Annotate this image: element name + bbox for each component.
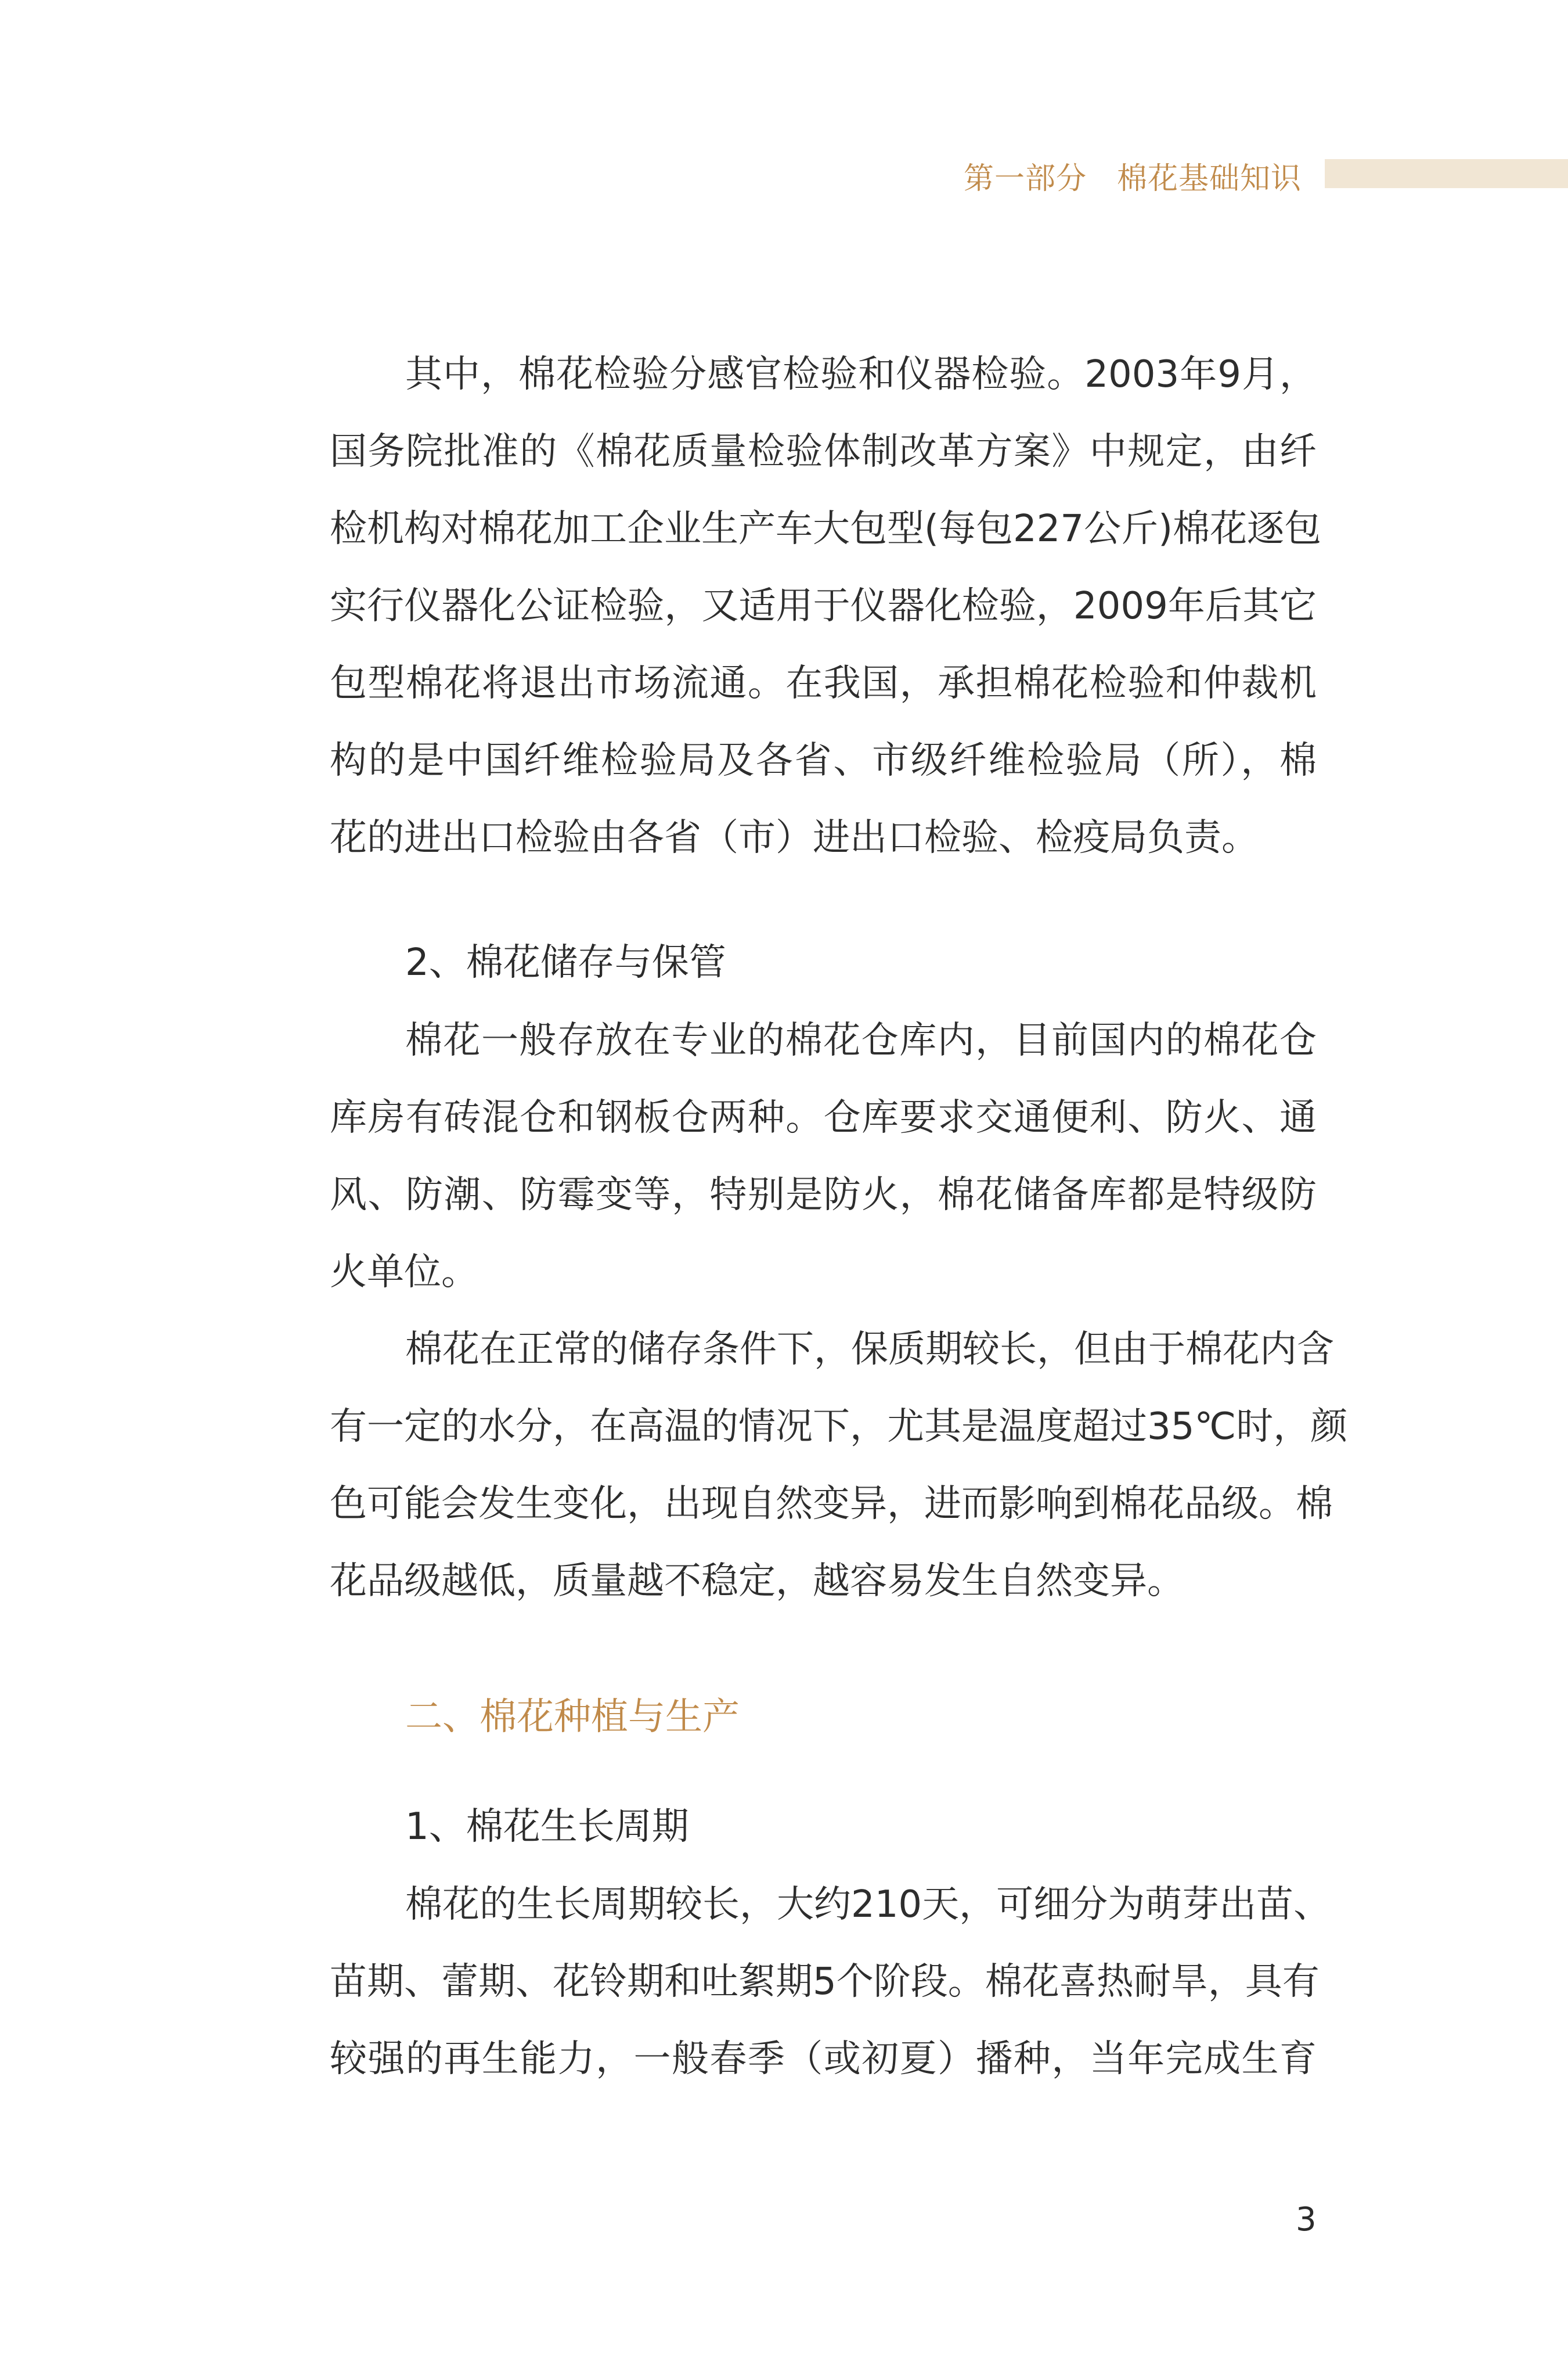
header-part: 第一部分	[964, 161, 1087, 196]
paragraph-line: 花的进出口检验由各省（市）进出口检验、检疫局负责。	[330, 816, 1259, 859]
running-header	[964, 152, 1302, 199]
header-title: 棉花基础知识	[1117, 161, 1302, 196]
paragraph-line: 实行仪器化公证检验，又适用于仪器化检验，2009年后其它	[330, 585, 1317, 628]
subheading-storage: 2、棉花储存与保管	[405, 941, 726, 984]
paragraph-line: 苗期、蕾期、花铃期和吐絮期5个阶段。棉花喜热耐旱，具有	[330, 1960, 1320, 2003]
paragraph-line: 有一定的水分，在高温的情况下，尤其是温度超过35℃时，颜	[330, 1405, 1348, 1448]
paragraph-line: 风、防潮、防霉变等，特别是防火，棉花储备库都是特级防	[330, 1174, 1317, 1217]
subheading-growth: 1、棉花生长周期	[405, 1805, 689, 1848]
paragraph-line: 国务院批准的《棉花质量检验体制改革方案》中规定，由纤	[330, 430, 1317, 473]
paragraph-line: 花品级越低，质量越不稳定，越容易发生自然变异。	[330, 1560, 1184, 1603]
header-decorative-bar	[1325, 159, 1568, 188]
paragraph-line: 棉花一般存放在专业的棉花仓库内，目前国内的棉花仓	[405, 1019, 1317, 1062]
paragraph-line: 其中，棉花检验分感官检验和仪器检验。2003年9月，	[405, 353, 1317, 396]
paragraph-line: 棉花在正常的储存条件下，保质期较长，但由于棉花内含	[405, 1328, 1334, 1371]
paragraph-line: 构的是中国纤维检验局及各省、市级纤维检验局（所），棉	[330, 739, 1317, 782]
section-heading: 二、棉花种植与生产	[405, 1696, 740, 1739]
paragraph-line: 包型棉花将退出市场流通。在我国，承担棉花检验和仲裁机	[330, 662, 1317, 705]
paragraph-line: 火单位。	[330, 1251, 478, 1294]
paragraph-line: 较强的再生能力，一般春季（或初夏）播种，当年完成生育	[330, 2038, 1317, 2081]
page-number: 3	[1296, 2201, 1317, 2239]
paragraph-line: 棉花的生长周期较长，大约210天，可细分为萌芽出苗、	[405, 1883, 1331, 1926]
paragraph-line: 色可能会发生变化，出现自然变异，进而影响到棉花品级。棉	[330, 1482, 1333, 1525]
paragraph-line: 库房有砖混仓和钢板仓两种。仓库要求交通便利、防火、通	[330, 1096, 1317, 1139]
paragraph-line: 检机构对棉花加工企业生产车大包型(每包227公斤)棉花逐包	[330, 508, 1322, 550]
